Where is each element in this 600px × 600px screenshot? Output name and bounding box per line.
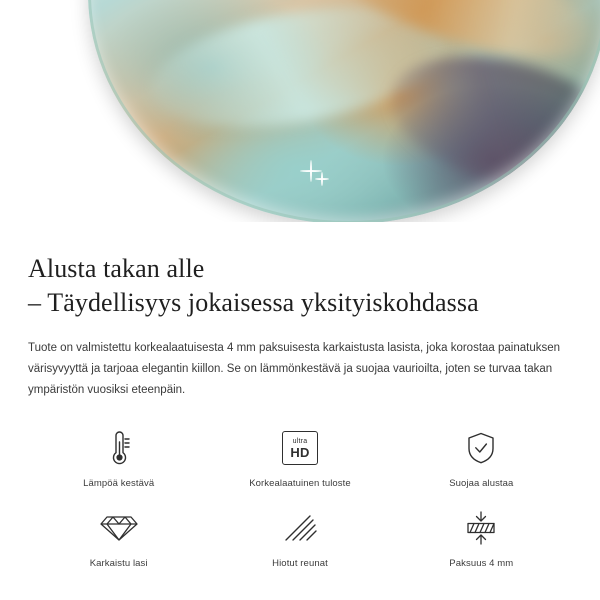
thermometer-icon bbox=[102, 427, 136, 469]
feature-item bbox=[391, 427, 572, 489]
feature-item bbox=[28, 507, 209, 569]
feature-item bbox=[28, 427, 209, 489]
feature-label: Korkealaatuinen tuloste bbox=[249, 478, 351, 489]
headline-line-1: Alusta takan alle bbox=[28, 254, 205, 283]
ultra-hd-badge-bottom: HD bbox=[290, 444, 310, 460]
feature-label: Lämpöä kestävä bbox=[83, 478, 155, 489]
hero-image bbox=[0, 0, 600, 222]
feature-label: Suojaa alustaa bbox=[449, 478, 514, 489]
feature-label: Paksuus 4 mm bbox=[449, 558, 514, 569]
thickness-arrows-icon bbox=[463, 507, 499, 549]
round-glass-disc bbox=[88, 0, 600, 222]
content-section bbox=[0, 222, 600, 569]
page-title bbox=[28, 252, 572, 320]
body-paragraph: Tuote on valmistettu korkealaatuisesta 4 mm paksuisesta karkaistusta lasista, joka korostaa painatuksen värisyvyyttä ja tarjoaa elegantin kiillon. Se on lämmönkestävä ja suojaa vaurioilta, joten se turvaa takan ympäristön vuosiksi eteenpäin. bbox=[28, 342, 561, 396]
ultra-hd-icon bbox=[282, 427, 318, 469]
headline-line-2: – Täydellisyys jokaisessa yksityiskohdassa bbox=[28, 288, 479, 317]
feature-item bbox=[209, 507, 390, 569]
feature-item bbox=[391, 507, 572, 569]
feature-label: Hiotut reunat bbox=[272, 558, 328, 569]
diamond-icon bbox=[100, 507, 138, 549]
polished-edges-icon bbox=[282, 507, 318, 549]
feature-item bbox=[209, 427, 390, 489]
shield-check-icon bbox=[464, 427, 498, 469]
feature-grid bbox=[28, 427, 572, 569]
ultra-hd-badge-top: ultra bbox=[292, 437, 308, 445]
feature-label: Karkaistu lasi bbox=[89, 558, 148, 569]
glass-edge-highlight bbox=[88, 0, 600, 222]
